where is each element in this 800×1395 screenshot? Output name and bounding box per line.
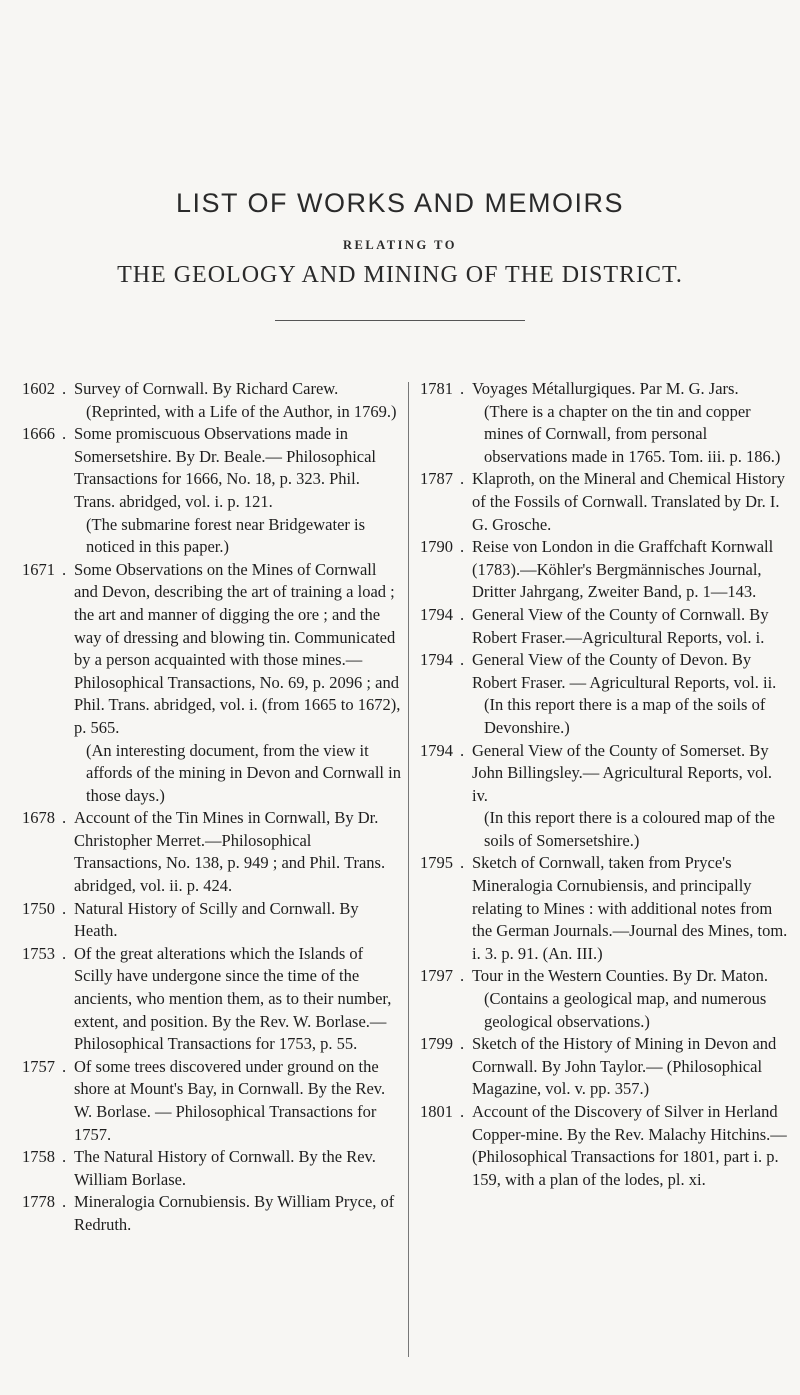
entry-year: 1790 <box>420 537 453 557</box>
entry-note: (In this report there is a coloured map of the soils of Somersetshire.) <box>484 808 775 850</box>
entry-year: 1781 <box>420 379 453 398</box>
entry-text: General View of the County of Somerset. By John Billingsley.— Agricultural Reports, vol. iv. <box>472 740 773 805</box>
entry-year: 1602 <box>22 379 55 398</box>
entry-note: (Contains a geological map, and numerous geological observations.) <box>484 989 767 1031</box>
entry-year: 1797 <box>420 966 453 986</box>
entry-year: 1753 <box>22 943 55 963</box>
entry-text: Klaproth, on the Mineral and Chemical History of the Fossils of Cornwall. Translated by Dr. I. G. Grosche. <box>472 469 785 534</box>
entry-note: (An interesting document, from the view it affords of the mining in Devon and Cornwall in those days.) <box>86 740 401 805</box>
entry-text: Natural History of Scilly and Cornwall. By Heath. <box>74 898 359 941</box>
list-item: 1678 . Account of the Tin Mines in Cornwall, By Dr. Christopher Merret.—Philosophical Transactions, No. 138, p. 949 ; and Phil. Trans. abridged, vol. ii. p. 424. <box>22 807 402 897</box>
list-item: 1794 . General View of the County of Devon. By Robert Fraser. — Agricultural Reports, vol. ii. (In this report there is a map of the soils of Devonshire.) <box>420 649 792 739</box>
entry-year: 1750 <box>22 898 55 918</box>
list-item: 1666 . Some promiscuous Observations made in Somersetshire. By Dr. Beale.— Philosophical Transactions for 1666, No. 18, p. 323. Phil. Trans. abridged, vol. i. p. 121. (The submarine forest near Bridgewater is noticed in this paper.) <box>22 423 402 559</box>
right-column <box>420 378 792 1191</box>
entry-year: 1794 <box>420 740 453 760</box>
page-title: LIST OF WORKS AND MEMOIRS <box>175 188 625 218</box>
entry-note: (There is a chapter on the tin and copper mines of Cornwall, from personal observations made in 1765. Tom. iii. p. 186.) <box>484 401 781 466</box>
left-column <box>22 378 402 1237</box>
list-item: 1801 . Account of the Discovery of Silver in Herland Copper-mine. By the Rev. Malachy Hitchins.— (Philosophical Transactions for 1801, part i. p. 159, with a plan of the lodes, pl. xi. <box>420 1101 792 1191</box>
page-subtitle: THE GEOLOGY AND MINING OF THE DISTRICT. <box>117 262 683 288</box>
list-item: 1671 . Some Observations on the Mines of Cornwall and Devon, describing the art of training a load ; the art and manner of digging the ore ; and the way of dressing and blowing tin. Communicated by a person acquainted with those mines.—Philosophical Transactions, No. 69, p. 2096 ; and Phil. Trans. abridged, vol. i. (from 1665 to 1672), p. 565. (An interesting document, from the view it affords of the mining in Devon and Cornwall in those days.) <box>22 559 402 808</box>
entry-text: Sketch of the History of Mining in Devon and Cornwall. By John Taylor.— (Philosophical Magazine, vol. v. pp. 357.) <box>472 1034 777 1099</box>
entry-text: Some promiscuous Observations made in Somersetshire. By Dr. Beale.— Philosophical Transactions for 1666, No. 18, p. 323. Phil. Trans. abridged, vol. i. p. 121. <box>74 424 377 511</box>
list-item: 1778 . Mineralogia Cornubiensis. By William Pryce, of Redruth. <box>22 1191 402 1236</box>
entry-year: 1671 <box>22 559 55 579</box>
entry-text: Of the great alterations which the Islands of Scilly have undergone since the time of the ancients, who mention them, as to their number, extent, and position. By the Rev. W. Borlase.—Philosophical Transactions for 1753, p. 55. <box>74 943 392 1054</box>
list-item: 1750 . Natural History of Scilly and Cornwall. By Heath. <box>22 898 402 943</box>
list-item: 1794 . General View of the County of Somerset. By John Billingsley.— Agricultural Reports, vol. iv. (In this report there is a coloured map of the soils of Somersetshire.) <box>420 740 792 853</box>
entry-text: Mineralogia Cornubiensis. By William Pryce, of Redruth. <box>74 1192 395 1234</box>
list-item: 1799 . Sketch of the History of Mining in Devon and Cornwall. By John Taylor.— (Philosophical Magazine, vol. v. pp. 357.) <box>420 1033 792 1101</box>
entry-year: 1787 <box>420 469 453 489</box>
entry-year: 1778 <box>22 1192 55 1212</box>
entry-text: Account of the Tin Mines in Cornwall, By Dr. Christopher Merret.—Philosophical Transactions, No. 138, p. 949 ; and Phil. Trans. abridged, vol. ii. p. 424. <box>74 808 386 896</box>
entry-text: Reise von London in die Graffchaft Kornwall (1783).—Köhler's Bergmännisches Journal, Dritter Jahrgang, Zweiter Band, p. 1—143. <box>472 537 774 602</box>
list-item: 1795 . Sketch of Cornwall, taken from Pryce's Mineralogia Cornubiensis, and principally relating to Mines : with additional notes from the German Journals.—Journal des Mines, tom. i. 3. p. 91. (An. III.) <box>420 852 792 965</box>
entry-text: Voyages Métallurgiques. Par M. G. Jars. <box>472 379 739 398</box>
entry-year: 1758 <box>22 1147 55 1167</box>
entry-year: 1757 <box>22 1056 55 1076</box>
entry-year: 1794 <box>420 604 453 624</box>
list-item: 1794 . General View of the County of Cornwall. By Robert Fraser.—Agricultural Reports, vol. i. <box>420 604 792 649</box>
list-item: 1790 . Reise von London in die Graffchaft Kornwall (1783).—Köhler's Bergmännisches Journal, Dritter Jahrgang, Zweiter Band, p. 1—143. <box>420 536 792 604</box>
entry-text: The Natural History of Cornwall. By the Rev. William Borlase. <box>74 1147 376 1189</box>
entry-note: (Reprinted, with a Life of the Author, in 1769.) <box>86 401 397 421</box>
list-item: 1787 . Klaproth, on the Mineral and Chemical History of the Fossils of Cornwall. Translated by Dr. I. G. Grosche. <box>420 468 792 536</box>
entry-text: Sketch of Cornwall, taken from Pryce's Mineralogia Cornubiensis, and principally relating to Mines : with additional notes from the German Journals.—Journal des Mines, tom. i. 3. p. 91. (An. III.) <box>472 853 788 963</box>
entry-text: Survey of Cornwall. By Richard Carew. <box>74 379 339 398</box>
relating-to-label: RELATING TO <box>343 238 457 252</box>
list-item: 1797 . Tour in the Western Counties. By Dr. Maton. (Contains a geological map, and numerous geological observations.) <box>420 965 792 1033</box>
entry-note: (The submarine forest near Bridgewater is noticed in this paper.) <box>86 514 366 557</box>
entry-year: 1801 <box>420 1102 453 1121</box>
title-divider <box>275 320 525 321</box>
entry-text: Tour in the Western Counties. By Dr. Maton. <box>472 966 769 986</box>
entry-year: 1794 <box>420 650 453 670</box>
entry-year: 1799 <box>420 1034 453 1054</box>
entry-text: General View of the County of Devon. By Robert Fraser. — Agricultural Reports, vol. ii. <box>472 650 777 692</box>
entry-text: General View of the County of Cornwall. By Robert Fraser.—Agricultural Reports, vol. i. <box>472 604 769 647</box>
entry-year: 1666 <box>22 424 55 444</box>
entry-year: 1678 <box>22 808 55 828</box>
entry-text: Some Observations on the Mines of Cornwall and Devon, describing the art of training a load ; the art and manner of digging the ore ; and the way of dressing and blowing tin. Communicated by a person acquainted with those mines.—Philosophical Transactions, No. 69, p. 2096 ; and Phil. Trans. abridged, vol. i. (from 1665 to 1672), p. 565. <box>74 559 401 737</box>
entry-text: Of some trees discovered under ground on the shore at Mount's Bay, in Cornwall. By the Rev. W. Borlase. — Philosophical Transactions for 1757. <box>74 1056 386 1144</box>
entry-text: Account of the Discovery of Silver in Herland Copper-mine. By the Rev. Malachy Hitchins.— (Philosophical Transactions for 1801, part i. p. 159, with a plan of the lodes, pl. xi. <box>472 1102 787 1189</box>
list-item: 1757 . Of some trees discovered under ground on the shore at Mount's Bay, in Cornwall. By the Rev. W. Borlase. — Philosophical Transactions for 1757. <box>22 1056 402 1146</box>
list-item: 1753 . Of the great alterations which the Islands of Scilly have undergone since the time of the ancients, who mention them, as to their number, extent, and position. By the Rev. W. Borlase.—Philosophical Transactions for 1753, p. 55. <box>22 943 402 1056</box>
entry-year: 1795 <box>420 853 453 873</box>
list-item: 1781 . Voyages Métallurgiques. Par M. G. Jars. (There is a chapter on the tin and copper mines of Cornwall, from personal observations made in 1765. Tom. iii. p. 186.) <box>420 378 792 468</box>
column-divider <box>408 382 409 1357</box>
list-item: 1758 . The Natural History of Cornwall. By the Rev. William Borlase. <box>22 1146 402 1191</box>
list-item: 1602 . Survey of Cornwall. By Richard Carew. (Reprinted, with a Life of the Author, in 1769.) <box>22 378 402 423</box>
entry-note: (In this report there is a map of the soils of Devonshire.) <box>484 695 766 737</box>
